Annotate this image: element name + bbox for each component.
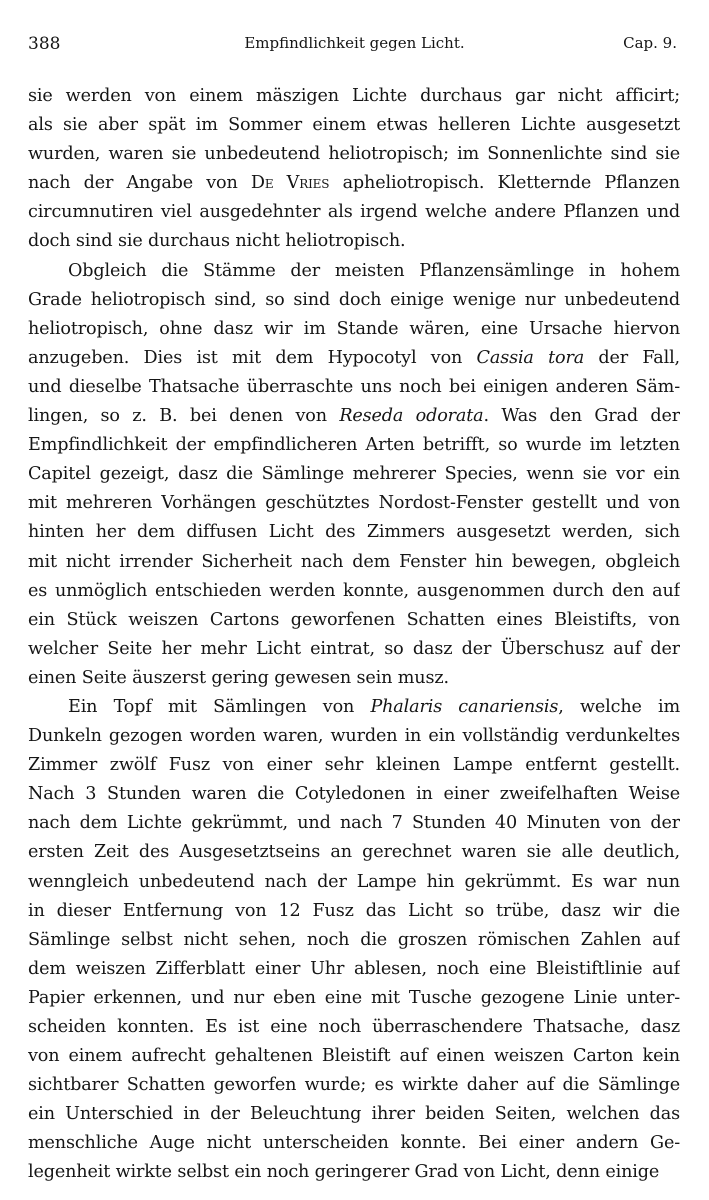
- text-line: sie werden von einem mäszigen Lichte durchaus gar nicht afficirt;: [28, 86, 680, 106]
- text-line: Obgleich die Stämme der meisten Pflanzensämlinge in hohem: [68, 260, 680, 281]
- text-line: wurden, waren sie unbedeutend heliotropisch; im Sonnenlichte sind sie: [28, 144, 680, 165]
- text-line: ein Unterschied in der Beleuchtung ihrer beiden Seiten, welchen das: [28, 1104, 680, 1125]
- text-line: in dieser Entfernung von 12 Fusz das Licht so trübe, dasz wir die: [28, 900, 680, 921]
- text-line: Nach 3 Stunden waren die Cotyledonen in einer zweifelhaften Weise: [28, 784, 680, 805]
- text-line: Capitel gezeigt, dasz die Sämlinge mehrerer Species, wenn sie vor ein: [28, 464, 680, 485]
- text-line: Sämlinge selbst nicht sehen, noch die groszen römischen Zahlen auf: [28, 929, 680, 950]
- text-line: Dunkeln gezogen worden waren, wurden in ein vollständig verdunkeltes: [28, 726, 680, 747]
- text-line: es unmöglich entschieden werden konnte, ausgenommen durch den auf: [28, 580, 680, 601]
- text-line: dem weiszen Zifferblatt einer Uhr ablesen, noch eine Bleistiftlinie auf: [28, 958, 680, 979]
- text-line: hinten her dem diffusen Licht des Zimmers ausgesetzt werden, sich: [28, 522, 680, 543]
- text-line: nach dem Lichte gekrümmt, und nach 7 Stunden 40 Minuten von der: [28, 813, 680, 834]
- text-line: menschliche Auge nicht unterscheiden konnte. Bei einer andern Ge-: [28, 1133, 680, 1154]
- text-line: Grade heliotropisch sind, so sind doch einige wenige nur unbedeutend: [28, 289, 680, 310]
- text-line: welcher Seite her mehr Licht eintrat, so dasz der Überschusz auf der: [28, 638, 680, 659]
- text-line: mit mehreren Vorhängen geschütztes Nordost-Fenster gestellt und von: [28, 493, 680, 514]
- text-line: heliotropisch, ohne dasz wir im Stande wären, eine Ursache hiervon: [28, 318, 680, 339]
- running-title: Empfindlichkeit gegen Licht.: [244, 34, 465, 52]
- text-line: und dieselbe Thatsache überraschte uns noch bei einigen anderen Säm-: [28, 376, 680, 397]
- text-line: doch sind sie durchaus nicht heliotropisch.: [28, 231, 406, 252]
- paragraph: [28, 693, 680, 1188]
- text-line: von einem aufrecht gehaltenen Bleistift auf einen weiszen Carton kein: [28, 1046, 680, 1067]
- paragraph: [28, 82, 680, 257]
- text-line: anzugeben. Dies ist mit dem Hypocotyl von Cassia tora der Fall,: [28, 347, 680, 368]
- italic-term: Cassia tora: [476, 347, 585, 368]
- text-line: lingen, so z. B. bei denen von Reseda odorata. Was den Grad der: [28, 406, 680, 427]
- text-line: Papier erkennen, und nur eben eine mit Tusche gezogene Linie unter-: [28, 987, 680, 1008]
- text-line: ein Stück weiszen Cartons geworfenen Schatten eines Bleistifts, von: [28, 609, 680, 630]
- text-line: nach der Angabe von De Vries apheliotropisch. Kletternde Pflanzen: [28, 173, 680, 194]
- text-line: circumnutiren viel ausgedehnter als irgend welche andere Pflanzen und: [28, 202, 680, 223]
- text-line: legenheit wirkte selbst ein noch geringerer Grad von Licht, denn einige: [28, 1162, 660, 1183]
- italic-term: Reseda odorata: [339, 406, 484, 427]
- italic-term: Phalaris canariensis: [370, 696, 559, 717]
- text-line: scheiden konnten. Es ist eine noch überraschendere Thatsache, dasz: [28, 1017, 680, 1037]
- text-line: als sie aber spät im Sommer einem etwas helleren Lichte ausgesetzt: [28, 115, 680, 136]
- text-line: wenngleich unbedeutend nach der Lampe hin gekrümmt. Es war nun: [28, 871, 680, 892]
- text-line: Ein Topf mit Sämlingen von Phalaris canariensis, welche im: [68, 696, 680, 717]
- text-line: mit nicht irrender Sicherheit nach dem Fenster hin bewegen, obgleich: [28, 551, 680, 572]
- small-caps-name: De Vries: [250, 173, 330, 194]
- text-line: Zimmer zwölf Fusz von einer sehr kleinen Lampe entfernt gestellt.: [28, 755, 680, 776]
- page-number: 388: [28, 34, 61, 54]
- text-line: ersten Zeit des Ausgesetztseins an gerechnet waren sie alle deutlich,: [28, 842, 680, 863]
- chapter-label: Cap. 9.: [623, 34, 677, 52]
- paragraph: [28, 257, 680, 693]
- text-line: einen Seite äuszerst gering gewesen sein musz.: [28, 667, 449, 688]
- page-body: [28, 82, 680, 1188]
- text-line: sichtbarer Schatten geworfen wurde; es wirkte daher auf die Sämlinge: [28, 1075, 680, 1096]
- page-header: [28, 34, 681, 58]
- text-line: Empfindlichkeit der empfindlicheren Arten betrifft, so wurde im letzten: [28, 435, 680, 456]
